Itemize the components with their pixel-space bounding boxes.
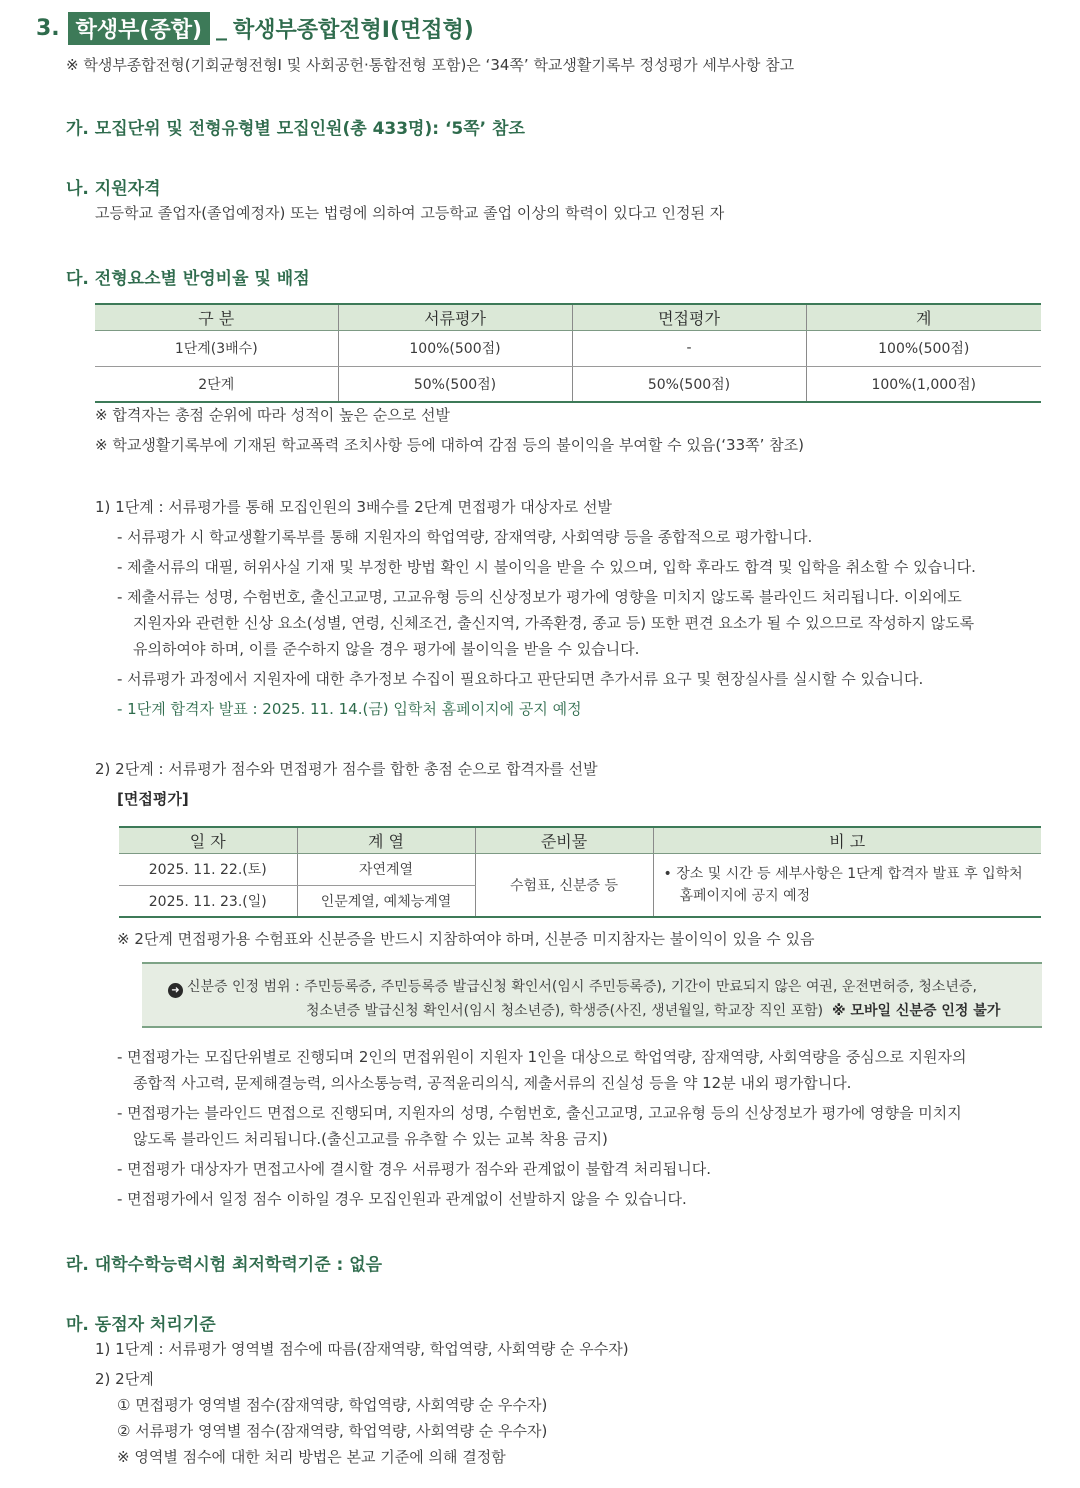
list-item: - 면접평가에서 일정 점수 이하일 경우 모집인원과 관계없이 선발하지 않을 수 있습니다. [117,1190,687,1208]
title-name: 학생부종합전형Ⅰ(면접형) [233,17,474,43]
interview-date: 2025. 11. 22.(토) [119,853,297,885]
table-row [95,366,1041,402]
section-na-heading: 나. 지원자격 [66,179,161,199]
stage2-heading: 2) 2단계 : 서류평가 점수와 면접평가 점수를 합한 총점 순으로 합격자를 선발 [95,760,598,778]
list-item: - 서류평가 과정에서 지원자에 대한 추가정보 수집이 필요하다고 판단되면 추가서류 요구 및 현장실사를 실시할 수 있습니다. [117,670,924,688]
section-da-note: ※ 학교생활기록부에 기재된 학교폭력 조치사항 등에 대하여 감점 등의 불이익을 부여할 수 있음(‘33쪽’ 참조) [95,436,804,454]
interview-remark-line: 홈페이지에 공지 예정 [679,887,811,904]
score-table-header: 면접평가 [572,304,806,330]
list-item-continued: 종합적 사고력, 문제해결능력, 의사소통능력, 공적윤리의식, 제출서류의 진실성 등을 약 12분 내외 평가합니다. [133,1074,852,1092]
title-number: 3. [36,15,60,41]
id-box-line2-text: 청소년증 발급신청 확인서(임시 청소년증), 학생증(사진, 생년월일, 학교장 직인 포함) [306,1003,824,1019]
interview-materials: 수험표, 신분증 등 [475,853,653,917]
list-item: - 면접평가는 모집단위별로 진행되며 2인의 면접위원이 지원자 1인을 대상으로 학업역량, 잠재역량, 사회역량을 중심으로 지원자의 [117,1048,967,1066]
list-item: - 제출서류의 대필, 허위사실 기재 및 부정한 방법 확인 시 불이익을 받을 수 있으며, 입학 후라도 합격 및 입학을 취소할 수 있습니다. [117,558,976,576]
arrow-circle-icon: ➜ [168,983,183,998]
stage1-announcement: - 1단계 합격자 발표 : 2025. 11. 14.(금) 입학처 홈페이지에 공지 예정 [117,700,582,718]
tiebreak-line: ※ 영역별 점수에 대한 처리 방법은 본교 기준에 의해 결정함 [117,1448,506,1466]
mobile-id-warning: ※ 모바일 신분증 인정 불가 [832,1003,1001,1019]
interview-table-header: 일 자 [119,827,297,853]
interview-remark [653,853,1041,917]
interview-table-header: 준비물 [475,827,653,853]
interview-track: 자연계열 [297,853,475,885]
interview-date: 2025. 11. 23.(일) [119,885,297,917]
table-cell: - [572,330,806,366]
table-row [95,330,1041,366]
table-cell: 50%(500점) [572,366,806,402]
intro-note: ※ 학생부종합전형(기회균형전형Ⅰ 및 사회공헌·통합전형 포함)은 ‘34쪽’ 학교생활기록부 정성평가 세부사항 참고 [66,56,795,74]
stage1-heading: 1) 1단계 : 서류평가를 통해 모집인원의 3배수를 2단계 면접평가 대상자로 선발 [95,498,612,516]
score-table-header: 서류평가 [338,304,572,330]
list-item-continued: 지원자와 관련한 신상 요소(성별, 연령, 신체조건, 출신지역, 가족환경, 종교 등) 또한 편견 요소가 될 수 있으므로 작성하지 않도록 [133,614,975,632]
score-table-header: 구 분 [95,304,338,330]
list-item: - 면접평가는 블라인드 면접으로 진행되며, 지원자의 성명, 수험번호, 출신고교명, 고교유형 등의 신상정보가 평가에 영향을 미치지 [117,1104,962,1122]
score-table [95,303,1041,403]
list-item-continued: 않도록 블라인드 처리됩니다.(출신고교를 유추할 수 있는 교복 착용 금지) [133,1130,608,1148]
section-na-text: 고등학교 졸업자(졸업예정자) 또는 법령에 의하여 고등학교 졸업 이상의 학력이 있다고 인정된 자 [95,204,725,222]
interview-subheading: [면접평가] [117,790,189,808]
table-cell: 50%(500점) [338,366,572,402]
tiebreak-line: ② 서류평가 영역별 점수(잠재역량, 학업역량, 사회역량 순 우수자) [117,1422,548,1440]
table-cell: 100%(1,000점) [806,366,1041,402]
table-cell: 100%(500점) [338,330,572,366]
table-cell: 1단계(3배수) [95,330,338,366]
stage2-note: ※ 2단계 면접평가용 수험표와 신분증을 반드시 지참하여야 하며, 신분증 미지참자는 불이익이 있을 수 있음 [117,930,815,948]
section-da-heading: 다. 전형요소별 반영비율 및 배점 [66,269,310,289]
score-table-header: 계 [806,304,1041,330]
id-info-box [142,962,1042,1028]
list-item: - 서류평가 시 학교생활기록부를 통해 지원자의 학업역량, 잠재역량, 사회역량 등을 종합적으로 평가합니다. [117,528,813,546]
interview-track: 인문계열, 예체능계열 [297,885,475,917]
section-ra-heading: 라. 대학수학능력시험 최저학력기준 : 없음 [66,1255,383,1275]
interview-table [119,826,1041,918]
table-row [119,853,1041,885]
id-box-line2 [306,1000,1000,1020]
tiebreak-line: 2) 2단계 [95,1370,154,1388]
table-cell: 100%(500점) [806,330,1041,366]
tiebreak-line: ① 면접평가 영역별 점수(잠재역량, 학업역량, 사회역량 순 우수자) [117,1396,548,1414]
section-da-note: ※ 합격자는 총점 순위에 따라 성적이 높은 순으로 선발 [95,406,451,424]
interview-table-header: 비 고 [653,827,1041,853]
table-cell: 2단계 [95,366,338,402]
list-item: - 면접평가 대상자가 면접고사에 결시할 경우 서류평가 점수와 관계없이 불합격 처리됩니다. [117,1160,711,1178]
section-ma-heading: 마. 동점자 처리기준 [66,1315,216,1335]
section-ga-heading: 가. 모집단위 및 전형유형별 모집인원(총 433명): ‘5쪽’ 참조 [66,119,525,139]
tiebreak-line: 1) 1단계 : 서류평가 영역별 점수에 따름(잠재역량, 학업역량, 사회역량 순 우수자) [95,1340,629,1358]
id-box-line1 [168,976,977,998]
list-item: - 제출서류는 성명, 수험번호, 출신고교명, 고교유형 등의 신상정보가 평가에 영향을 미치지 않도록 블라인드 처리됩니다. 이외에도 [117,588,962,606]
interview-remark-line: • 장소 및 시간 등 세부사항은 1단계 합격자 발표 후 입학처 [663,865,1023,882]
list-item-continued: 유의하여야 하며, 이를 준수하지 않을 경우 평가에 불이익을 받을 수 있습니다. [133,640,640,658]
page-title [36,12,474,44]
interview-table-header: 계 열 [297,827,475,853]
title-separator: _ [216,15,228,41]
id-box-line1-text: 신분증 인정 범위 : 주민등록증, 주민등록증 발급신청 확인서(임시 주민등록증), 기간이 만료되지 않은 여권, 운전면허증, 청소년증, [187,979,977,995]
title-badge: 학생부(종합) [68,12,210,45]
